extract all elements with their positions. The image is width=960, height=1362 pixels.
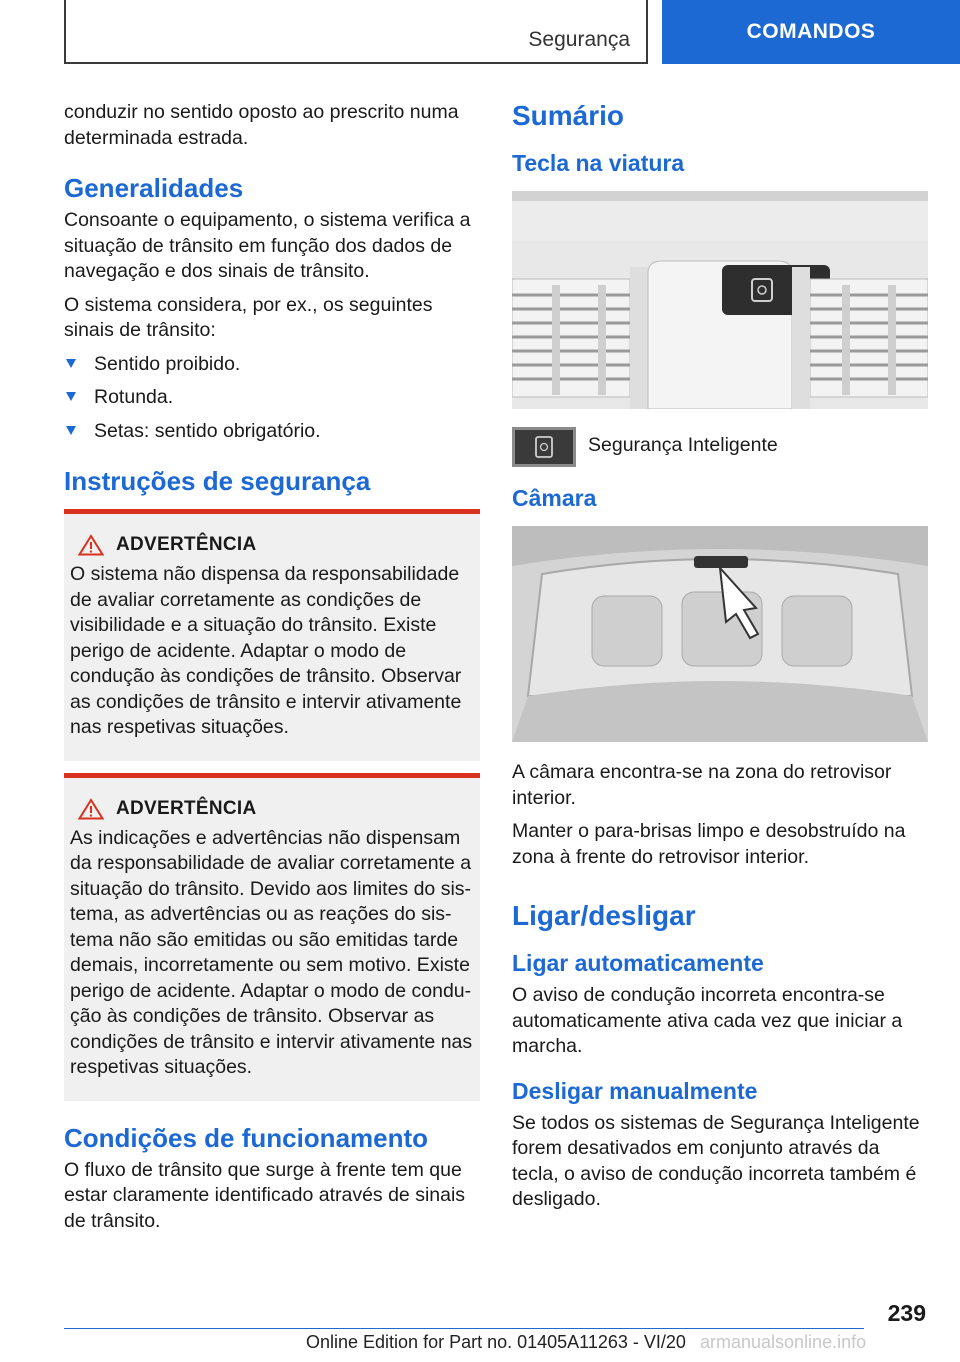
warning-triangle-icon	[78, 798, 104, 820]
air-vent-right	[810, 279, 928, 397]
paragraph-desligar: Se todos os sistemas de Segurança Inteligente forem desativados em conjunto através da tecla, o aviso de condução incorreta também é desligado.	[512, 1111, 920, 1210]
bullet-list	[64, 352, 480, 445]
warning-title: ADVERTÊNCIA	[116, 534, 257, 555]
footer-watermark: armanualsonline.info	[700, 1332, 867, 1352]
footer-divider	[64, 1328, 864, 1329]
heading-condicoes-funcionamento: Condições de funcionamento	[64, 1122, 429, 1153]
list-item: Sentido proibido.	[64, 352, 480, 378]
heading-generalidades: Generalidades	[64, 173, 244, 203]
paragraph-condicoes: O fluxo de trânsito que surge à frente tem que estar claramente identificado através de sinais de trânsito.	[64, 1158, 466, 1232]
heading-desligar-manualmente: Desligar manualmente	[512, 1077, 758, 1104]
header-chapter-tab[interactable]: COMANDOS	[662, 0, 960, 64]
warning-text: As indicações e advertências não dispensam da responsabilidade de avaliar corretamente a situação do trânsito. Devido aos limites do sistema, as advertências ou as reações do sistema não são emitidas ou são emitidas tarde demais, incorretamente ou sem motivo. Existe perigo de acidente. Adaptar o modo de condução às condições de trânsito. Observar as condições de trânsito e intervir ativamente nas respetivas situações.	[70, 826, 473, 1078]
legend-label: Segurança Inteligente	[588, 434, 778, 456]
left-column	[64, 100, 480, 1242]
page-number: 239	[887, 1300, 926, 1326]
triangle-bullet-icon	[66, 426, 76, 435]
paragraph-generalidades-2: O sistema considera, por ex., os seguintes sinais de trânsito:	[64, 293, 433, 341]
button-panel-image	[512, 191, 928, 409]
paragraph-camara-2: Manter o para-brisas limpo e desobstruído na zona à frente do retrovisor interior.	[512, 820, 906, 868]
triangle-bullet-icon	[66, 392, 76, 401]
triangle-bullet-icon	[66, 359, 76, 368]
intro-paragraph: conduzir no sentido oposto ao prescrito numa determinada estrada.	[64, 101, 459, 149]
warning-box-2	[64, 773, 480, 1101]
heading-sumario: Sumário	[512, 100, 625, 131]
heading-tecla-viatura: Tecla na viatura	[512, 150, 685, 176]
warning-triangle-icon	[78, 534, 104, 556]
right-column	[512, 100, 928, 1221]
header-section-title: Segurança	[528, 28, 630, 51]
list-item: Setas: sentido obrigatório.	[64, 419, 480, 445]
paragraph-ligar-auto: O aviso de condução incorreta encontra-se automaticamente ativa cada vez que iniciar a marcha.	[512, 984, 903, 1057]
footer-edition: Online Edition for Part no. 01405A11263 - VI/20	[306, 1332, 686, 1352]
warning-title: ADVERTÊNCIA	[116, 797, 257, 819]
heading-ligar-automaticamente: Ligar automaticamente	[512, 950, 764, 976]
heading-camara: Câmara	[512, 485, 597, 511]
header-box	[64, 0, 648, 64]
paragraph-generalidades-1: Consoante o equipamento, o sistema verifica a situação de trânsito em função dos dados de navegação e dos sinais de trânsito.	[64, 209, 471, 282]
list-item: Rotunda.	[64, 385, 480, 411]
paragraph-camara-1: A câmara encontra-se na zona do retrovisor interior.	[512, 761, 892, 809]
heading-instrucoes-seguranca: Instruções de segurança	[64, 466, 371, 496]
air-vent-left	[512, 279, 630, 397]
intelligent-safety-button-icon	[512, 427, 576, 467]
camera-location-image	[512, 526, 928, 742]
heading-ligar-desligar: Ligar/desligar	[512, 900, 696, 931]
rear-seats	[592, 592, 852, 666]
warning-box-1	[64, 509, 480, 761]
warning-text: O sistema não dispensa da responsabilidade de avaliar corretamente as condições de visibilidade e a situação do trânsito. Existe perigo de acidente. Adaptar o modo de condução às condições de trânsito. Observar as condições de trânsito e intervir ativamente nas respetivas situações.	[70, 563, 462, 738]
legend-row	[512, 427, 928, 467]
rear-view-mirror	[694, 556, 748, 568]
